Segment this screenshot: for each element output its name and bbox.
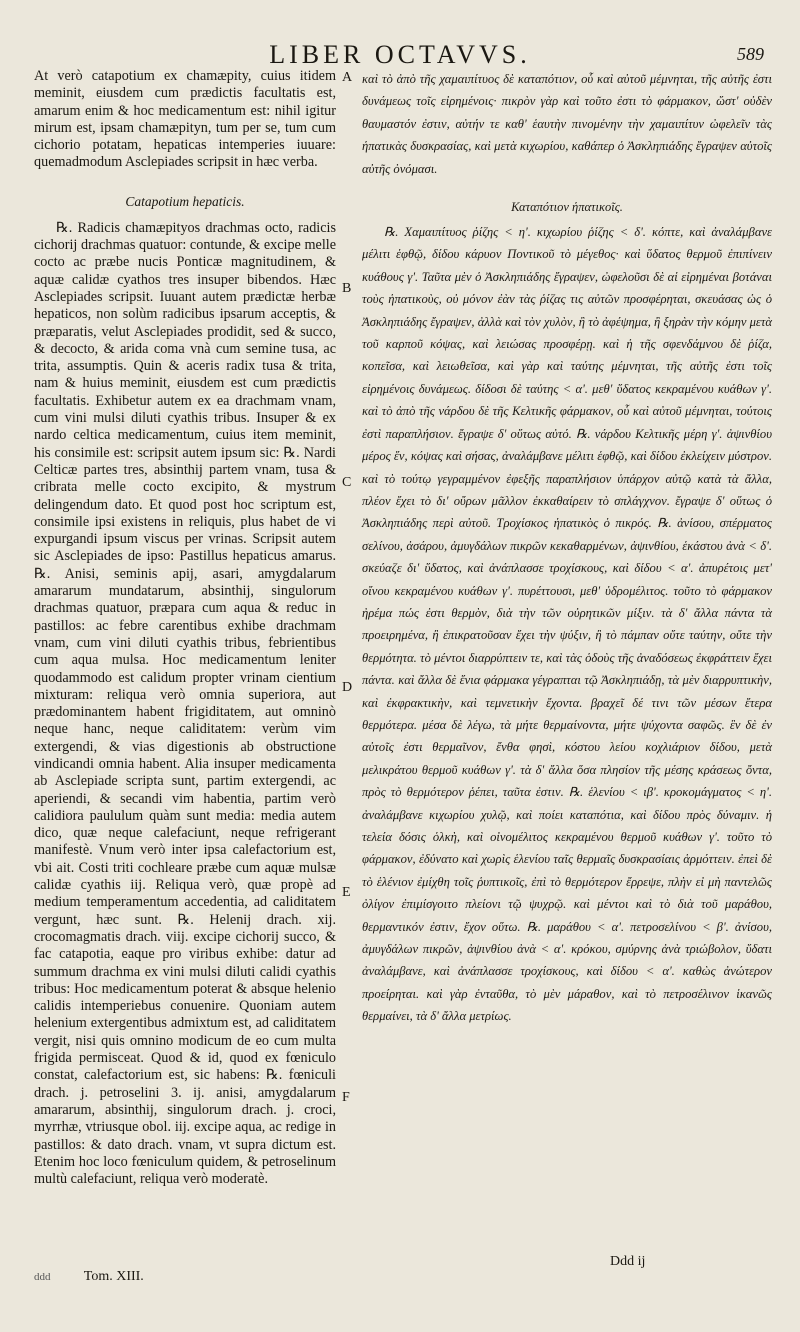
margin-letter-a: A — [342, 70, 353, 85]
latin-body-paragraph: ℞. Radicis chamæpityos drachmas octo, radicis cichorij drachmas quatuor: contunde, & excipe melle cocto ac præbe nucis Ponticæ magnitudinem, & aquæ calidæ cyathos tres insuper bibendos. Hæc Asclepiades scripsit. Iuuant autem prædictæ herbæ hepaticos, non solùm radicibus ipsarum acceptis, & præparatis, velut Asclepiades prodidit, sed & succo, & decocto, & arida coma vnà cum semine tusa, ac trita, assumptis. Quin & aceris radix tusa & trita, nam & huius meminit, eiusdem est cum prædictis facultatis. Exhibetur autem ex ea drachmam vnam, cum vini mulsi diluti cyathis tribus. Insuper & ex nardo celtica medicamentum, cuius item meminit, his consimile est: scripsit autem ipsum sic: ℞. Nardi Celticæ partes tres, absinthij partem vnam, tusa & cribrata melle cocto excipito, & mystrum delingendum dato. Et quod post hoc scriptum est, consimile ipsi existens in reliquis, plus habet de vi expurgandi ipsum viscus per vrinas. Scripsit autem sic Asclepiades de ipso: Pastillus hepaticus amarus. ℞. Anisi, seminis apij, asari, amygdalarum amararum mundatarum, absinthij, singulorum drachmas quatuor, præpara cum aqua & reduc in pastillos: ac febre carentibus exhibe drachmam vnam, cum vini diluti cyathis tribus, febrientibus cum aqua mulsa. Hoc medicamentum leniter quodammodo est calidum propter vrinam cientium mixturam: reliqua verò omnia superiora, aut prædominantem habent frigiditatem, aut omninò neque hanc, neque caliditatem: verùm vim extergendi, & vias digestionis ab obstructione vindicandi omnia habent. Alia insuper medicamenta ab Asclepiade scripta sunt, partim extergendi, ac aperiendi, & secandi vim habentia, partim verò calidiora paululum quàm sunt media: media autem dico, quæ neque calefaciunt, neque refrigerant manifestè. Vnum verò inter ipsa calefactorium est, vbi ait. Costi triti cochleare præbe cum aquæ mulsæ calidæ cyathis iij. Reliqua verò, quæ propè ad medium temperamentum accedentia, ad caliditatem vergunt, hæc sunt. ℞. Helenij drach. xij. crocomagmatis drach. viij. excipe cichorij succo, & fac catapotia, eaque pro viribus exhibe: datur ad summum drachma ex vini mulsi diluti calidi cyathis tribus: Hoc medicamentum poterat & absque helenio calidis intemperiebus conuenire. Quoniam autem helenium extergentibus admixtum est, ad caliditatem vergit, nisi quis omnino modicum de eo cum multa frigida permisceat. Quod & id, quod ex fœniculo constat, calefactorium est, sic habens: ℞. fœniculi drach. j. petroselini 3. ij. anisi, amygdalarum amararum, absinthij, singulorum drach. j. croci, myrrhæ, vtriusque obol. iij. excipe aqua, ac redige in pastillos: & dato drach. vnam, vt supra dictum est. Etenim hoc loco fœniculum quidem, & petroselinum multù calefaciunt, reliqua verò moderatè. — [34, 219, 336, 1188]
greek-column — [362, 68, 772, 1028]
latin-column — [34, 68, 336, 1188]
page-footer-left — [34, 1269, 336, 1285]
running-header — [0, 40, 800, 70]
greek-body-paragraph: ℞. Χαμαιπίτυος ῥίζης < η'. κιχωρίου ῥίζης < δ'. κόπτε, καὶ ἀναλάμβανε μέλιτι ἑφθῷ, δίδου κάρυον Ποντικοῦ τὸ μέγεθος· καὶ ὕδατος θερμοῦ ἐπιπίνειν κυάθους γ'. Ταῦτα μὲν ὁ Ἀσκληπιάδης ἔγραψεν, ὠφελοῦσι δὲ αἱ εἰρημέναι βοτάναι τοὺς ἡπατικοὺς, οὐ μόνον ἐὰν τὰς ῥίζας τις αὐτῶν προσφέρηται, σκευάσας ὡς ὁ Ἀσκληπιάδης ἔγραψεν, ἀλλὰ καὶ τὸν χυλὸν, ἢ τὸ ἀφέψημα, ἢ ξηρὰν τὴν κόμην μετὰ τοῦ καρποῦ κόψας, καὶ λειώσας προσφέρῃ. καὶ ἡ τῆς σφενδάμνου δὲ ῥίζα, κοπεῖσα, καὶ λειωθεῖσα, καὶ γὰρ καὶ ταύτης μέμνηται, τῆς αὐτῆς ἐστι τοῖς εἰρημένοις δυνάμεως. δίδοσι δὲ ταύτης < α'. μεθ' ὕδατος κεκραμένου κυάθων γ'. καὶ τὸ ἀπὸ τῆς νάρδου δὲ τῆς Κελτικῆς φάρμακον, οὗ καὶ αὐτοῦ μέμνηται, τούτοις ἐστὶ παραπλήσιον. ἔγραψε δ' οὕτως αὐτό. ℞. νάρδου Κελτικῆς μέρη γ'. ἀψινθίου μέρος ἕν, κόψας καὶ σήσας, ἀναλάμβανε μέλιτι ἑφθῷ, καὶ δίδου ἐκλείχειν μύστρον. καὶ τὸ τούτῳ γεγραμμένον ἐφεξῆς παραπλήσιον ὑπάρχον αὐτῷ κατὰ τὰ ἄλλα, πλέον ἔχει τὸ δι' οὔρων μᾶλλον ἐκκαθαίρειν τὸ σπλάγχνον. ἔγραψε δ' οὕτως ὁ Ἀσκληπιάδης περὶ αὐτοῦ. Τροχίσκος ἡπατικὸς ὁ πικρός. ℞. ἀνίσου, σπέρματος σελίνου, ἀσάρου, ἀμυγδάλων πικρῶν κεκαθαρμένων, ἀψινθίου, ἑκάστου ἀνὰ < δ'. σκεύαζε δι' ὕδατος, καὶ ἀνάπλασσε τροχίσκους, καὶ δίδου < α'. ἀπυρέτοις μετ' οἴνου κεκραμένου κυάθων γ'. πυρέττουσι, μεθ' ὑδρομέλιτος. τοῦτο τὸ φάρμακον ἠρέμα πώς ἐστι θερμὸν, διὰ τὴν τῶν οὐρητικῶν μίξιν. τὰ δ' ἄλλα πάντα τὰ προειρημένα, ἢ ἐπικρατοῦσαν ἔχει τὴν ψύξιν, ἢ τὸ πάμπαν οὔτε ταύτην, οὔτε τὴν θερμότητα. τὸ μέντοι διαρρύπτειν τε, καὶ τὰς ὁδοὺς τῆς ἀναδόσεως ἐκφράττειν ἔχει πάντα. καὶ ἄλλα δὲ ἕνια φάρμακα γέγραπται τῷ Ἀσκληπιάδῃ, τὰ μὲν διαρρυπτικὴν, καὶ ἐκφρακτικὴν, καὶ τεμνετικὴν ἔχοντα. βραχεῖ δέ τινι τῶν μέσων ἔτερα θερμότερα. μέσα δὲ λέγω, τὰ μήτε θερμαίνοντα, μήτε ψύχοντα σαφῶς. ἓν δὲ ἐν αὐτοῖς ἐστι θερμαῖνον, ἔνθα φησὶ, κόστου λείου κοχλιάριον δίδου, μετὰ μελικράτου θερμοῦ κυάθων γ'. τὰ δ' ἄλλα ὅσα πλησίον τῆς μέσης κράσεως ὄντα, πρὸς τὸ θερμότερον ῥέπει, ταῦτα ἐστιν. ℞. ἑλενίου < ιβ'. κροκομάγματος < η'. ἀναλάμβανε κιχωρίου χυλῷ, καὶ ποίει καταπότια, καὶ δίδου πρὸς δύναμιν. ἡ τελεία δόσις ὁλκὴ, καὶ οἰνομέλιτος κεκραμένου θερμοῦ κυάθων γ'. τοῦτο τὸ φάρμακον, ἐδύνατο καὶ χωρὶς ἑλενίου ταῖς θερμαῖς δυσκρασίαις ἁρμόττειν. ἐπεὶ δὲ τὸ ἑλένιον ἐμίχθη τοῖς ῥυπτικοῖς, ἐπὶ τὸ θερμότερον ἔρρεψε, πλὴν εἰ μὴ παντελῶς ὀλίγον ἐπιμίσγοιτο πλείονι τῷ ψυχρῷ. καὶ μέντοι καὶ τὸ διὰ τοῦ μαράθου, θερμαντικόν ἐστιν, ἔχον οὕτω. ℞. μαράθου < α'. πετροσελίνου < β'. ἀνίσου, ἀμυγδάλων πικρῶν, ἀψινθίου ἀνὰ < α'. κρόκου, σμύρνης ἀνὰ τριώβολον, ὕδατι ἀναλάμβανε, καὶ ἀνάπλασσε τροχίσκους, καὶ δίδου < α'. καθὼς ἀνώτερον προείρηται. καὶ γὰρ ἐνταῦθα, τὸ μὲν μάραθον, καὶ τὸ πετροσέλινον ἱκανῶς θερμαίνει, τὰ δ' ἄλλα μετρίως. — [362, 225, 772, 1024]
margin-letter-d: D — [342, 680, 353, 695]
tome-label: Tom. XIII. — [83, 1269, 144, 1284]
signature-mark: ddd — [34, 1271, 51, 1283]
margin-letter-c: C — [342, 475, 352, 490]
margin-letter-f: F — [342, 1090, 350, 1105]
catchword: Ddd ij — [610, 1254, 646, 1269]
greek-subtitle: Καταπότιον ἡπατικοῖς. — [511, 200, 623, 215]
page-title: LIBER OCTAVVS. — [269, 40, 531, 69]
margin-letter-b: B — [342, 281, 352, 296]
greek-intro-paragraph: καὶ τὸ ἀπὸ τῆς χαμαιπίτυος δὲ καταπότιον, οὗ καὶ αὐτοῦ μέμνηται, τῆς αὐτῆς ἐστι δυνάμεως τοῖς εἰρημένοις· πικρὸν γὰρ καὶ τοῦτο ἐστι τὸ φάρμακον, ὥστ' οὐδὲν θαυμαστόν ἐστιν, αὐτήν τε καθ' ἑαυτὴν πινομένην τὴν χαμαιπίτυν ὠφελεῖν τὰς ἡπατικὰς δυσκρασίας, καὶ μετὰ κιχωρίου, καθάπερ ὁ Ἀσκληπιάδης ἔγραψεν αὐτοῖς αὐτῆς ὀνόμασι. — [362, 72, 772, 176]
margin-letter-e: E — [342, 885, 351, 900]
margin-letters — [336, 68, 362, 1268]
page-number: 589 — [737, 44, 764, 64]
latin-subtitle: Catapotium hepaticis. — [125, 193, 245, 209]
latin-intro-paragraph: At verò catapotium ex chamæpity, cuius itidem meminit, eiusdem cum prædictis facultatis est, amarum enim & hoc medicamentum est: nihil igitur mirum est, ipsam chamæpityn, tum per se, tum cum cichorio potatam, hepaticas intemperies iuuare: quemadmodum Asclepiades scripsit in hæc verba. — [34, 68, 336, 171]
